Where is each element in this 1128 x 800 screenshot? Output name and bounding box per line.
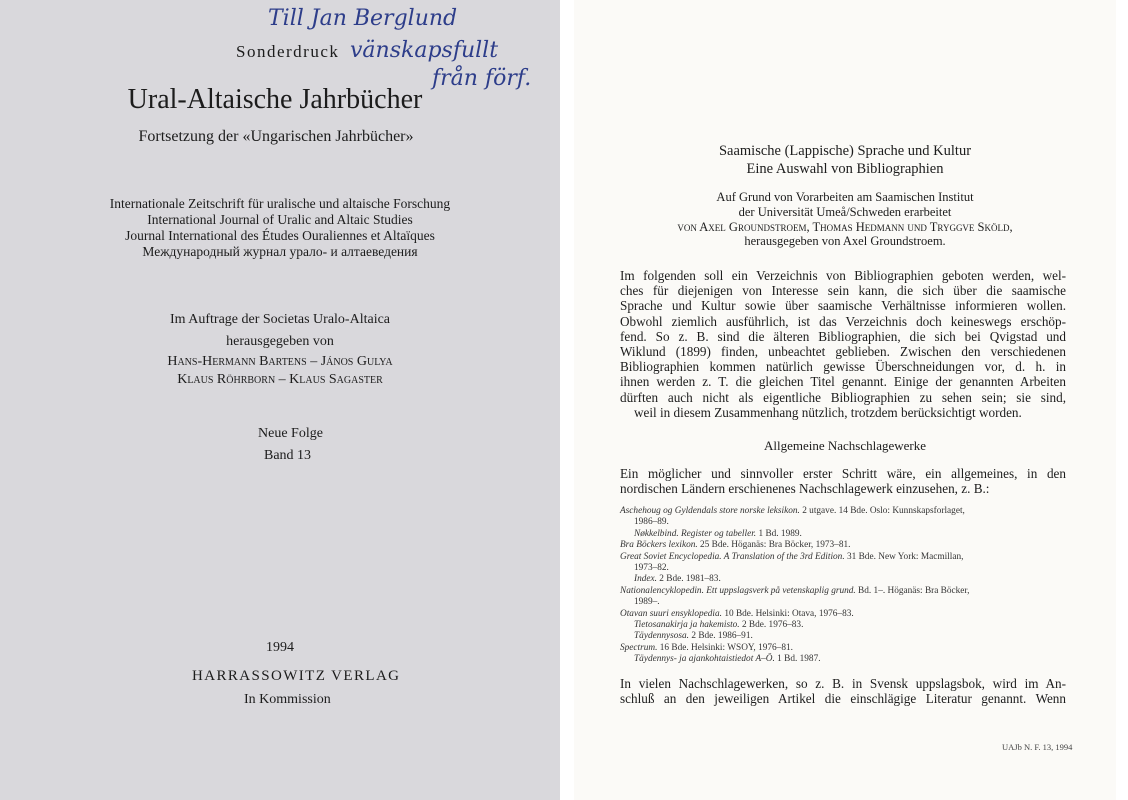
byline-line-3: von Axel Groundstroem, Thomas Hedmann und Tryggve Sköld, [677,219,1013,234]
reference-continuation: 1973–82. [634,563,669,574]
closing-line: schluß an den jeweiligen Artikel die einschlägige Literatur genannt. Wenn [620,691,1066,707]
page-footer: UAJb N. F. 13, 1994 [1002,742,1073,752]
handwritten-dedication-line-2: vänskapsfullt [350,38,499,63]
reference-details: 1 Bd. 1987. [774,654,821,665]
publisher-name: HARRASSOWITZ VERLAG [192,668,401,684]
reference-details: 2 Bde. 1981–83. [656,574,721,585]
reference-entry [620,574,1070,585]
intro-line: Bibliographien kommen natürlich gewisse Überschneidungen vor, d. h. in [620,359,1066,375]
article-page [574,0,1116,800]
reference-entry [620,529,1070,540]
reference-entry [620,643,1070,654]
reference-entry [620,506,1070,529]
reference-entry [620,620,1070,631]
intro-line: dürften auch nicht als eigentliche Bibliographien zu sehen sein; sie sind, [620,389,1066,405]
reference-continuation: 1989–. [634,597,660,608]
article-title-line-2: Eine Auswahl von Bibliographien [746,161,944,177]
intro-line: fend. So z. B. sind die älteren Bibliographien, die sich bei Qvigstad und [620,328,1066,344]
handwritten-dedication-line-3: från förf. [432,66,532,91]
article-title-line-1: Saamische (Lappische) Sprache und Kultur [718,143,972,159]
reference-entry [620,586,1070,609]
offprint-label: Sonderdruck [236,42,340,61]
article-byline [574,190,1116,249]
intro-paragraph [620,268,1066,420]
reference-details: 10 Bde. Helsinki: Otava, 1976–83. [722,608,854,619]
closing-paragraph [620,676,1066,706]
editors-line-1: Hans-Hermann Bartens – János Gulya [167,354,393,369]
intro-line: Im folgenden soll ein Verzeichnis von Bibliographien geboten werden, wel- [620,268,1066,283]
journal-subtitle-de: Internationale Zeitschrift für uralische und altaische Forschung [109,196,451,211]
journal-description [0,196,560,260]
section-intro-paragraph [620,466,1066,496]
reference-details: 31 Bde. New York: Macmillan, [844,551,964,562]
reference-details: Bd. 1–. Höganäs: Bra Böcker, [855,585,970,596]
reference-entry [620,654,1070,665]
series-label: Neue Folge [258,426,323,441]
journal-subtitle-en: International Journal of Uralic and Altaic Studies [147,212,413,227]
commission-line: Im Auftrage der Societas Uralo-Altaica [169,312,391,327]
section-intro-line: Ein möglicher und sinnvoller erster Schritt wäre, ein allgemeines, in den [620,466,1066,481]
reference-entry [620,631,1070,642]
journal-continuation: Fortsetzung der «Ungarischen Jahrbücher» [138,128,414,145]
reference-title: Nationalencyklopedin. Ett uppslagsverk på vetenskaplig grund. [620,585,856,596]
journal-subtitle-ru: Международный журнал урало- и алтаеведения [142,244,418,259]
reference-details: 16 Bde. Helsinki: WSOY, 1976–81. [657,642,793,653]
journal-title: Ural-Altaische Jahrbücher [127,84,423,115]
intro-line: Wiklund (1899) finden, unbeachtet geblieben. Zwischen den verschiedenen [620,344,1066,360]
reference-details: 1 Bd. 1989. [756,528,802,539]
reference-title: Tietosanakirja ja hakemisto. [634,620,740,631]
reference-title: Aschehoug og Gyldendals store norske leksikon. [620,506,800,516]
reference-title: Nøkkelbind. Register og tabeller. [634,528,757,539]
reference-entry [620,609,1070,620]
journal-subtitle-fr: Journal International des Études Ouraliennes et Altaïques [125,228,435,243]
reference-details: 2 Bde. 1976–83. [739,620,804,631]
publication-year: 1994 [266,640,294,655]
handwritten-dedication-line-1: Till Jan Berglund [268,6,458,31]
closing-line: In vielen Nachschlagewerken, so z. B. in Svensk uppslagsbok, wird im An- [620,676,1066,691]
reference-title: Index. [634,574,657,585]
reference-list [620,506,1070,666]
intro-line: Sprache und Kultur sowie über saamische Verhältnisse informieren wollen. [620,298,1066,314]
title-page [0,0,560,800]
reference-title: Täydennys- ja ajankohtaistiedot A–Ö. [634,654,775,665]
article-title [574,142,1116,178]
intro-line: weil in diesem Zusammenhang nützlich, trotzdem berücksichtigt worden. [634,404,1022,420]
editors-line-2: Klaus Röhrborn – Klaus Sagaster [177,372,383,387]
section-heading: Allgemeine Nachschlagewerke [763,438,927,453]
reference-details: 25 Bde. Höganäs: Bra Böcker, 1973–81. [697,540,851,551]
reference-title: Bra Böckers lexikon. [620,540,698,551]
reference-title: Täydennysosa. [634,631,690,642]
volume-label: Band 13 [264,448,312,463]
intro-line: ihnen werden z. T. die gleichen Titel genannt. Einige der genannten Arbeiten [620,374,1066,390]
edited-by-line: herausgegeben von [226,334,334,349]
reference-title: Great Soviet Encyclopedia. A Translation of the 3rd Edition. [620,551,845,562]
byline-line-4: herausgegeben von Axel Groundstroem. [744,234,946,249]
publisher-note: In Kommission [244,692,331,707]
intro-line: ches für diejenigen von Interesse sein kann, die sich über die saamische [620,283,1066,299]
reference-title: Spectrum. [620,642,658,653]
reference-title: Otavan suuri ensyklopedia. [620,608,722,619]
reference-entry [620,552,1070,575]
reference-details: 2 utgave. 14 Bde. Oslo: Kunnskapsforlaget, [799,506,965,516]
byline-line-1: Auf Grund von Vorarbeiten am Saamischen Institut [716,190,974,204]
byline-line-2: der Universität Umeå/Schweden erarbeitet [738,204,952,219]
reference-continuation: 1986–89. [634,517,669,528]
reference-details: 2 Bde. 1986–91. [689,631,753,642]
section-intro-line: nordischen Ländern erschienenes Nachschlagewerk einzusehen, z. B.: [620,481,990,497]
intro-line: Obwohl ziemlich ausführlich, ist das Verzeichnis doch keineswegs erschöp- [620,313,1066,329]
reference-entry [620,540,1070,551]
